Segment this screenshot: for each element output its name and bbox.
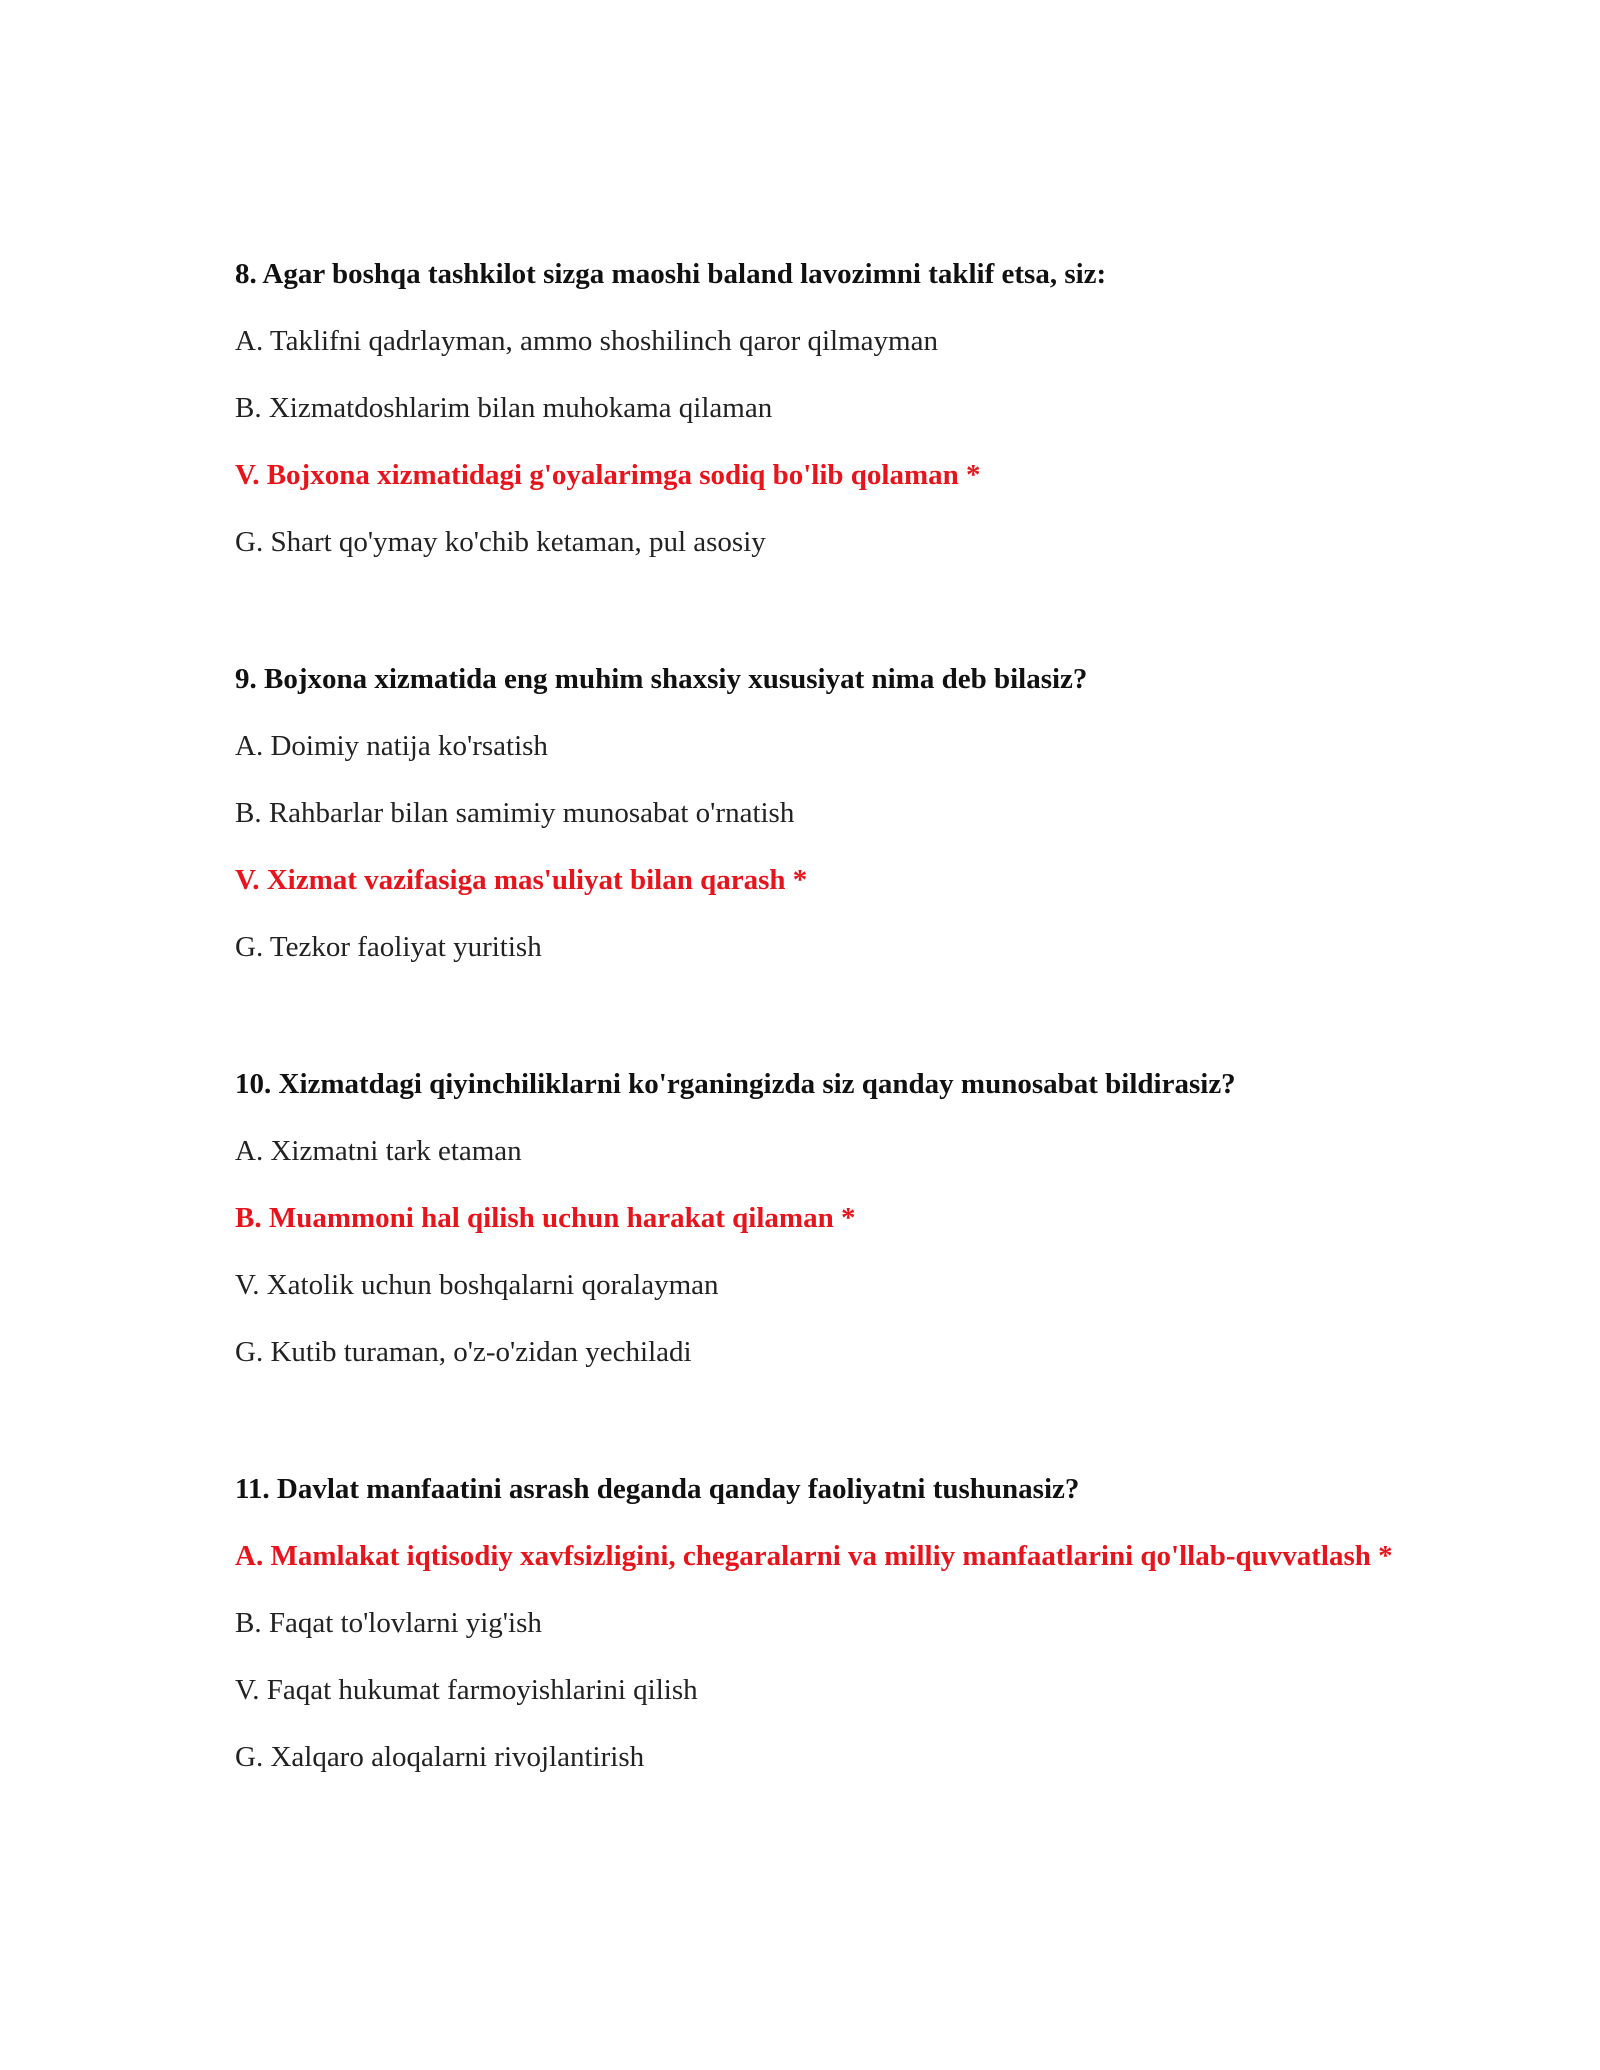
answer-option-b: B. Xizmatdoshlarim bilan muhokama qilaman: [235, 392, 773, 424]
question-11: [235, 1468, 1395, 1778]
question-title: 11. Davlat manfaatini asrash deganda qanday faoliyatni tushunasiz?: [235, 1473, 1080, 1505]
answer-option-v-correct: V. Bojxona xizmatidagi g'oyalarimga sodiq bo'lib qolaman *: [235, 459, 981, 491]
question-10: [235, 1063, 1395, 1373]
answer-option-g: G. Xalqaro aloqalarni rivojlantirish: [235, 1741, 645, 1773]
answer-option-a: A. Doimiy natija ko'rsatish: [235, 730, 548, 762]
answer-option-b: B. Faqat to'lovlarni yig'ish: [235, 1607, 542, 1639]
question-8: [235, 253, 1395, 563]
answer-option-g: G. Shart qo'ymay ko'chib ketaman, pul asosiy: [235, 526, 766, 558]
answer-option-b-correct: B. Muammoni hal qilish uchun harakat qilaman *: [235, 1202, 856, 1234]
question-title: 9. Bojxona xizmatida eng muhim shaxsiy xususiyat nima deb bilasiz?: [235, 663, 1088, 695]
answer-option-g: G. Tezkor faoliyat yuritish: [235, 931, 542, 963]
answer-option-v: V. Xatolik uchun boshqalarni qoralayman: [235, 1269, 719, 1301]
question-list: [235, 253, 1395, 1873]
question-title: 8. Agar boshqa tashkilot sizga maoshi baland lavozimni taklif etsa, siz:: [235, 258, 1107, 290]
question-9: [235, 658, 1395, 968]
answer-option-v: V. Faqat hukumat farmoyishlarini qilish: [235, 1674, 698, 1706]
answer-option-g: G. Kutib turaman, o'z-o'zidan yechiladi: [235, 1336, 692, 1368]
answer-option-v-correct: V. Xizmat vazifasiga mas'uliyat bilan qarash *: [235, 864, 808, 896]
answer-option-a-correct: A. Mamlakat iqtisodiy xavfsizligini, chegaralarni va milliy manfaatlarini qo'llab-quvvatlash *: [235, 1540, 1393, 1572]
answer-option-a: A. Taklifni qadrlayman, ammo shoshilinch qaror qilmayman: [235, 325, 938, 357]
answer-option-a: A. Xizmatni tark etaman: [235, 1135, 522, 1167]
answer-option-b: B. Rahbarlar bilan samimiy munosabat o'rnatish: [235, 797, 795, 829]
question-title: 10. Xizmatdagi qiyinchiliklarni ko'rganingizda siz qanday munosabat bildirasiz?: [235, 1068, 1236, 1100]
